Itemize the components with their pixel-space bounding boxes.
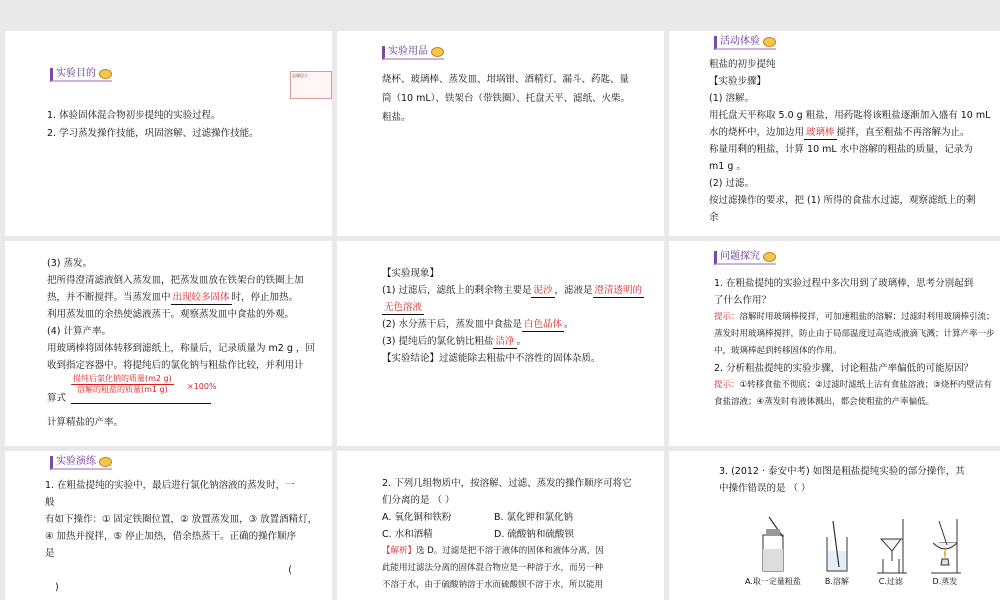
formula-numerator: 提纯后氯化钠的质量(m2 g) (73, 374, 172, 383)
hint-answer: 提示：溶解时用玻璃棒搅拌，可加速粗盐的溶解；过滤时利用玻璃棒引流；蒸发时用玻璃棒搅拌，防止由于局部温度过高造成液滴飞溅；计算产率一步中，玻璃棒起到转移固体的作用。 (714, 312, 995, 356)
text-line: 1. 体验固体混合物初步提纯的实验过程。 (47, 110, 221, 121)
dissolve-icon (819, 515, 855, 577)
text-line: ) (55, 582, 59, 593)
text-line: 烧杯、玻璃棒、蒸发皿、坩埚钳、酒精灯、漏斗、药匙、量 (382, 74, 630, 85)
question: 1. 在粗盐提纯的实验过程中多次用到了玻璃棒，思考分别起到 (714, 278, 974, 289)
hint-answer: 提示：①转移食盐不彻底；②过滤时滤纸上沾有食盐溶液；③烧杯内壁沾有食盐溶液；④蒸发时有液体溅出，都会使粗盐的产率偏低。 (714, 380, 992, 407)
text-line: 【实验现象】 (382, 268, 440, 279)
section-tag (50, 456, 112, 470)
egg-icon (763, 37, 776, 47)
text-line: 水的烧杯中，边加边用 玻璃棒 搅拌，直至粗盐不再溶解为止。 (709, 127, 970, 138)
option-d: D. 硫酸钠和硫酸钡 (494, 529, 574, 540)
section-tag-label: 问题探究 (720, 251, 760, 262)
text-line: (3) 提纯后的氯化钠比粗盐 洁净 。 (382, 336, 527, 347)
text-line: 按过滤操作的要求，把 (1) 所得的食盐水过滤，观察滤纸上的剩 (709, 195, 976, 206)
text-line: 【实验结论】过滤能除去粗盐中不溶性的固体杂质。 (382, 353, 601, 364)
option-row (382, 509, 664, 526)
section-tag-label: 活动体验 (720, 36, 760, 47)
answer-blank: 白色晶体 (523, 319, 562, 330)
slide-inquiry (669, 241, 1000, 446)
section-tag-label: 实验演练 (56, 456, 96, 467)
slide-practice (5, 451, 332, 600)
answer-blank: 洁净 (495, 336, 515, 347)
hint-label: 提示： (714, 380, 740, 390)
answer-blank: 出现较多固体 (172, 292, 230, 303)
slide-phenomena (337, 241, 664, 446)
figure-caption: B.溶解 (824, 577, 849, 586)
section-tag (382, 46, 444, 60)
text-line: 余 (709, 212, 719, 223)
text-line: 2. 下列几组物质中，按溶解、过滤、蒸发的操作顺序可将它 (382, 478, 632, 489)
text-line: (4) 计算产率。 (47, 326, 111, 337)
section-tag (714, 251, 776, 265)
analysis-line: 不溶于水，由于硫酸钠溶于水而硫酸钡不溶于水，所以能用 (382, 580, 604, 590)
text-line: 收到指定容器中。将提纯后的氯化钠与粗盐作比较，并利用计 (47, 360, 304, 371)
option-c: C. 水和酒精 (382, 529, 433, 540)
text-line: (3) 蒸发。 (47, 258, 92, 269)
slide-materials (337, 31, 664, 236)
text-line: (1) 过滤后，滤纸上的剩余物主要是 泥沙 ，滤液是 澄清透明的 (382, 285, 643, 296)
text-line: 是 (45, 548, 55, 559)
yield-formula (71, 374, 174, 395)
hint-label: 提示： (714, 312, 740, 322)
formula-multiplier: ×100% (187, 382, 217, 391)
egg-icon (99, 457, 112, 467)
text-line: 1. 在粗盐提纯的实验中，最后进行氯化钠溶液的蒸发时，一 (45, 480, 295, 491)
text-line: 称量用剩的粗盐，计算 10 mL 水中溶解的粗盐的质量，记录为 (709, 144, 973, 155)
slide-question-2 (337, 451, 664, 600)
text-line: 般 (45, 497, 55, 508)
slide-objectives (5, 31, 332, 236)
option-a: A. 氧化铜和铁粉 (382, 512, 452, 523)
section-tag (714, 36, 776, 50)
text-line: 【实验步骤】 (709, 76, 767, 87)
text-line: 热，并不断搅拌。当蒸发皿中 出现较多固体 时，停止加热。 (47, 292, 299, 303)
analysis-line: 【解析】选 D。过滤是把不溶于液体的固体和液体分离，因 (382, 546, 604, 556)
text-line: 利用蒸发皿的余热使滤液蒸干。观察蒸发皿中食盐的外观。 (47, 309, 295, 320)
text-line: 粗盐的初步提纯 (709, 59, 776, 70)
text-line: 2. 学习蒸发操作技能，巩固溶解、过滤操作技能。 (47, 128, 259, 139)
weigh-salt-icon (755, 515, 791, 577)
text-line: m1 g 。 (709, 161, 746, 172)
tip-note-thumbnail: 温馨提示 (290, 71, 332, 99)
egg-icon (99, 69, 112, 79)
evaporate-icon (927, 515, 963, 577)
formula-line (47, 374, 332, 408)
text-line: 用玻璃棒将固体转移到滤纸上，称量后，记录质量为 m2 g ，回 (47, 343, 315, 354)
text-line: ④ 加热并搅拌，⑤ 停止加热，借余热蒸干。正确的操作顺序 (45, 531, 297, 542)
text-line: 用托盘天平称取 5.0 g 粗盐，用药匙将该粗盐逐渐加入盛有 10 mL (709, 110, 991, 121)
answer-blank: 玻璃棒 (806, 127, 835, 138)
answer-blank: 泥沙 (533, 285, 553, 296)
formula-denominator: 溶解的粗盐的质量(m1 g) (77, 385, 168, 394)
lab-figures (745, 515, 963, 587)
figure-caption: A.取一定量粗盐 (745, 577, 801, 586)
text-line: 计算精盐的产率。 (47, 417, 124, 428)
question: 2. 分析粗盐提纯的实验步骤，讨论粗盐产率偏低的可能原因？ (714, 363, 974, 374)
text-line: 们分离的是 （ ） (382, 495, 455, 506)
section-tag (50, 68, 112, 82)
figure-c (873, 515, 909, 587)
figure-caption: C.过滤 (878, 577, 903, 586)
figure-a (745, 515, 801, 587)
text-line: 3. (2012 · 泰安中考) 如图是粗盐提纯实验的部分操作，其 (719, 466, 965, 477)
text-line: (2) 水分蒸干后，蒸发皿中食盐是 白色晶体 。 (382, 319, 574, 330)
text-line: 有如下操作：① 固定铁圈位置，② 放置蒸发皿，③ 放置酒精灯， (45, 514, 318, 525)
text-line: (1) 溶解。 (709, 93, 754, 104)
analysis-label: 【解析】 (382, 546, 417, 556)
section-tag-label: 实验目的 (56, 68, 96, 79)
egg-icon (431, 47, 444, 57)
text-line: 粗盐。 (382, 112, 411, 123)
text-line: 筒（10 mL）、铁架台（带铁圈）、托盘天平、滤纸、火柴。 (382, 93, 631, 104)
question: 了什么作用？ (714, 295, 772, 306)
egg-icon (763, 252, 776, 262)
text-line (382, 299, 662, 316)
option-b: B. 氯化钾和氯化钠 (494, 512, 574, 523)
section-tag-label: 实验用品 (388, 46, 428, 57)
answer-blank: 澄清透明的 (594, 285, 643, 296)
slide-activity (669, 31, 1000, 236)
filter-icon (873, 515, 909, 577)
figure-b (819, 515, 855, 587)
text-line: ( (288, 565, 292, 576)
text-line: (2) 过滤。 (709, 178, 754, 189)
text-line: 中操作错误的是 （ ） (719, 483, 811, 494)
analysis-line: 此能用过滤法分离的固体混合物应是一种溶于水，而另一种 (382, 563, 604, 573)
slide-steps-cont (5, 241, 332, 446)
figure-caption: D.蒸发 (932, 577, 958, 586)
text-line: 把所得澄清滤液倒入蒸发皿，把蒸发皿放在铁架台的铁圈上加 (47, 275, 304, 286)
option-row (382, 526, 664, 543)
formula-prefix: 算式 (47, 393, 67, 404)
answer-blank: 无色溶液 (384, 302, 423, 313)
figure-d (927, 515, 963, 587)
